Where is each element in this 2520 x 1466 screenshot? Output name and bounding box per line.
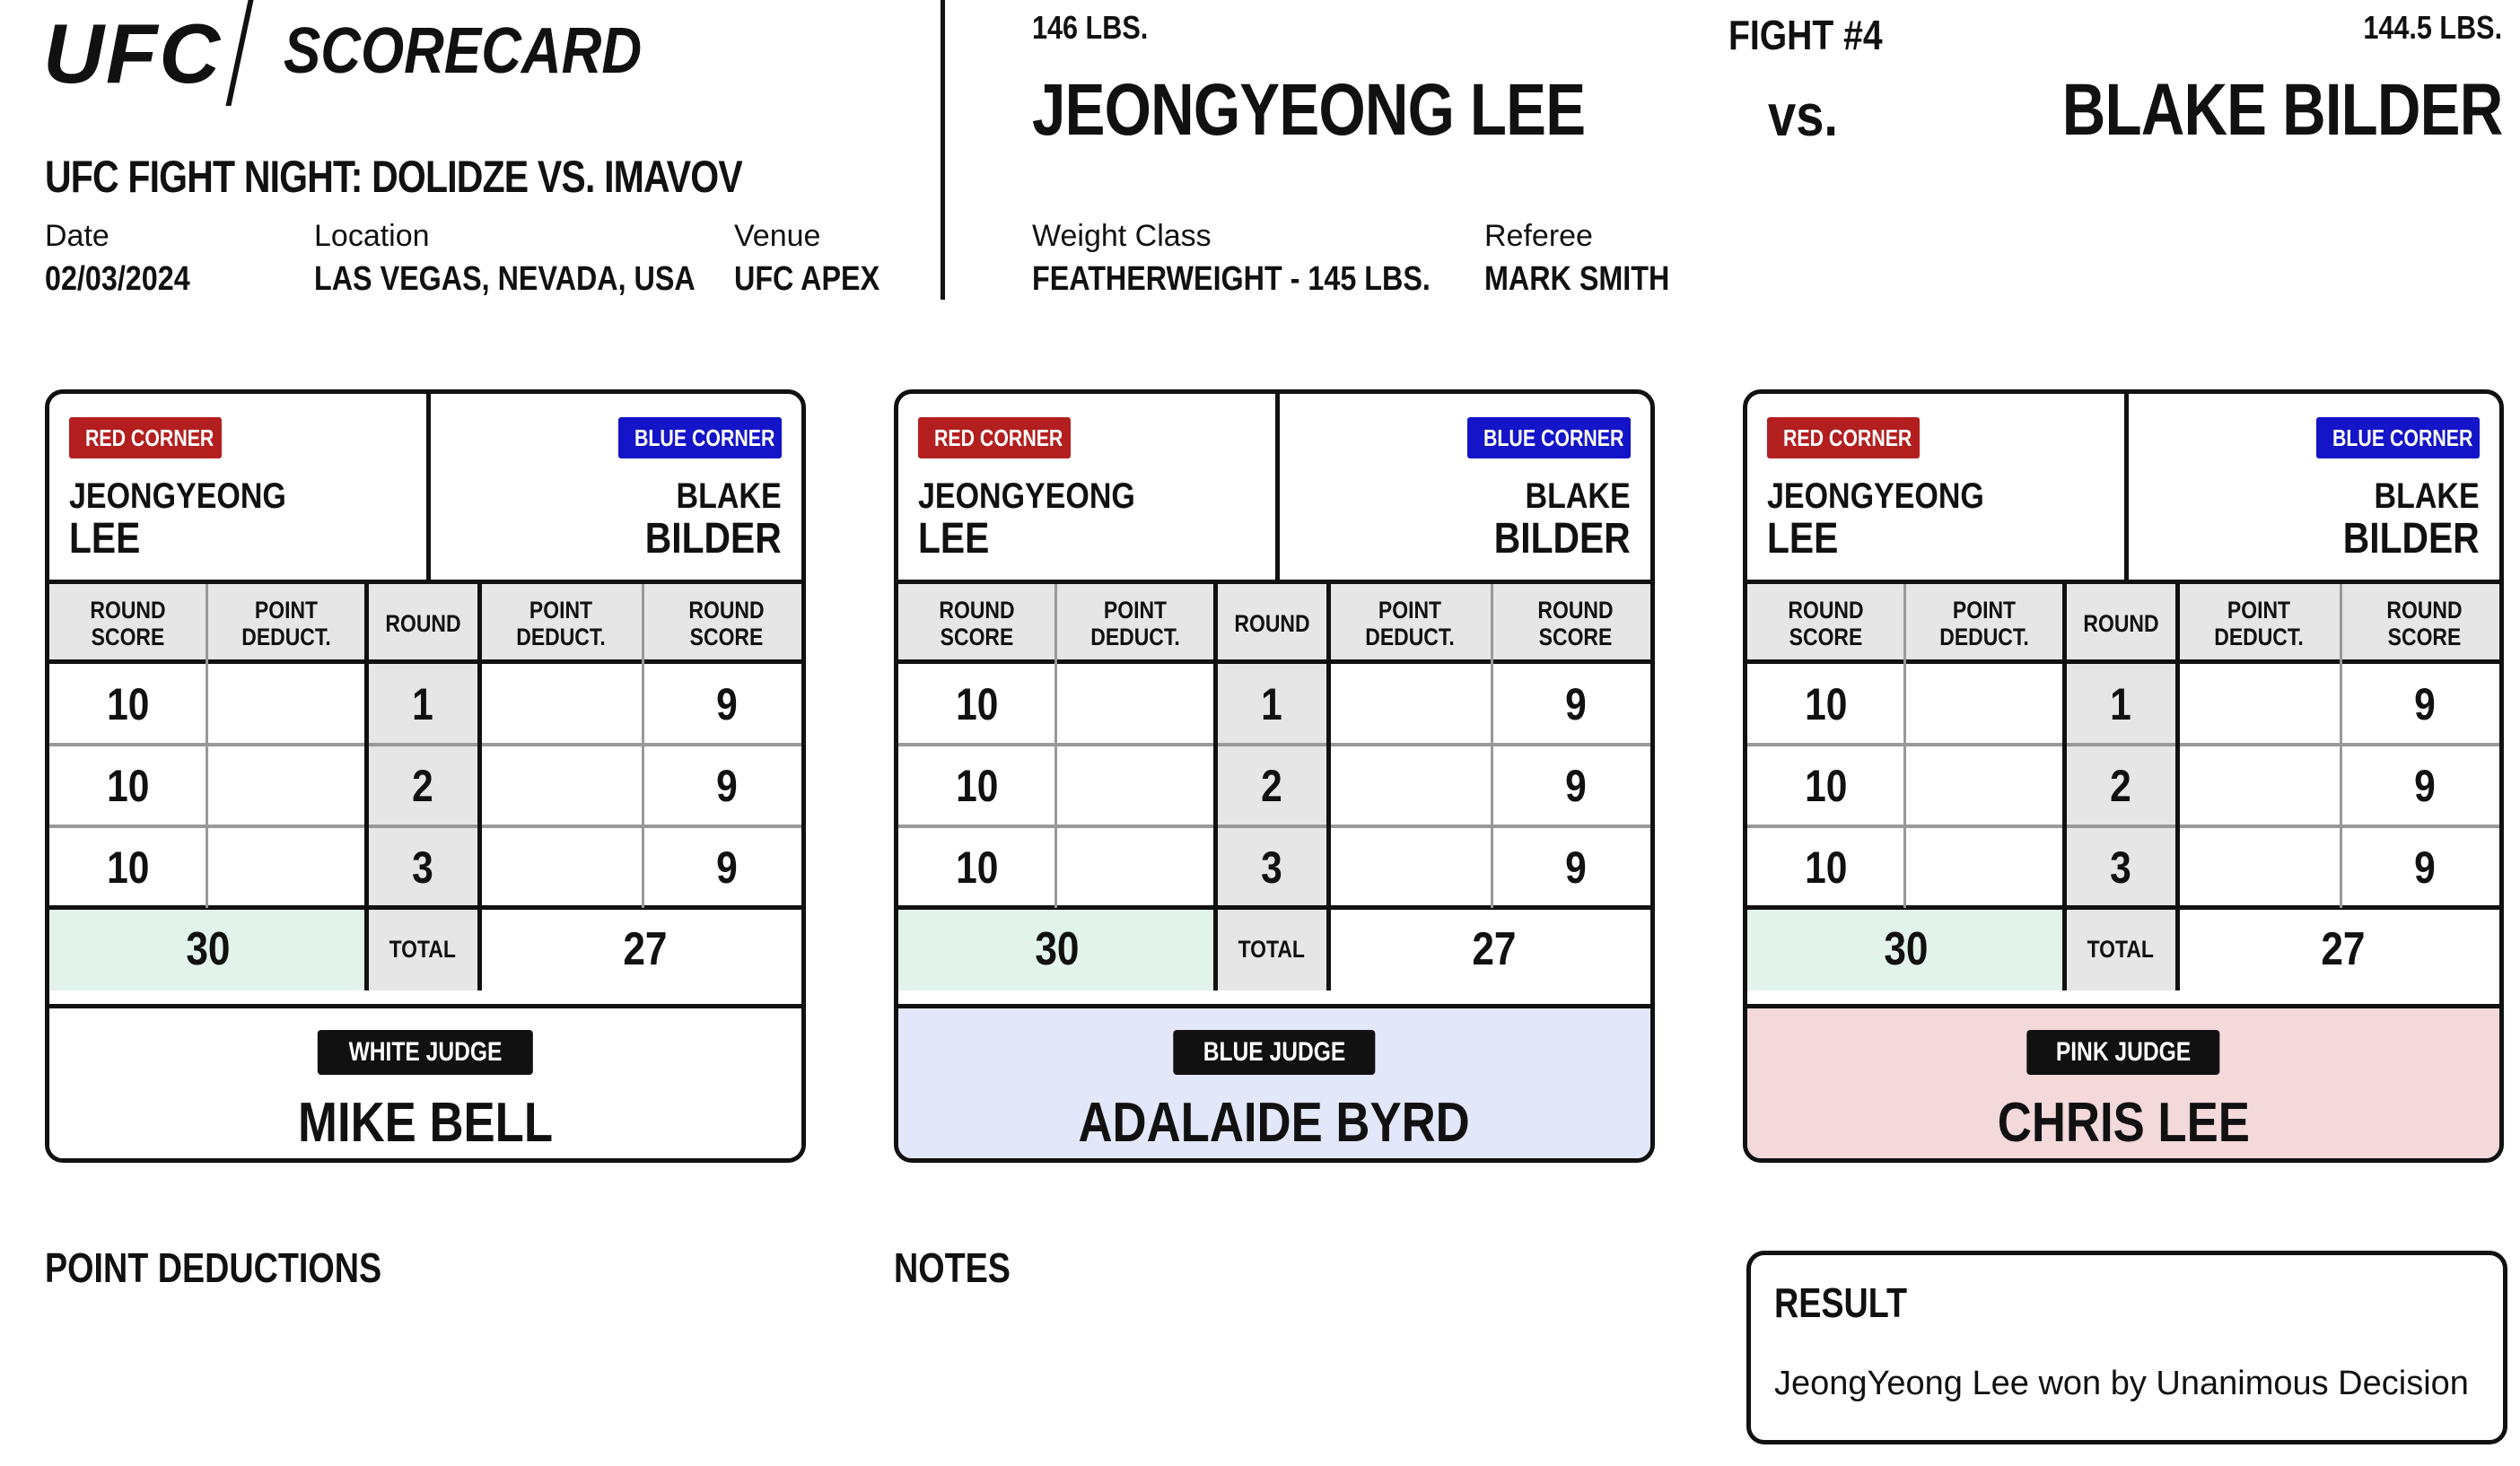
judge-tag: PINK JUDGE [2026, 1030, 2219, 1075]
blue-round-score: 9 [715, 678, 738, 729]
red-point-deduction [206, 745, 366, 826]
grid-line [1903, 584, 1906, 908]
grid-line [1326, 584, 1331, 990]
score-header-row [49, 584, 801, 663]
score-header-row [1747, 584, 2499, 663]
grid-line [2175, 584, 2180, 990]
result-title: RESULT [1774, 1279, 1908, 1326]
blue-round-score-header: ROUND SCORE [643, 584, 806, 663]
blue-first-name: BLAKE [2374, 476, 2480, 516]
round-row [898, 826, 1650, 908]
red-point-deduction [206, 826, 366, 908]
judge-footer [898, 1004, 1650, 1163]
grid-line [1747, 905, 2499, 910]
grid-line [898, 659, 1650, 664]
total-label: TOTAL [2064, 908, 2177, 990]
grid-line [477, 584, 482, 990]
red-point-deduct-header: POINT DEDUCT. [206, 584, 366, 663]
weight-class-label: Weight Class [1032, 219, 1212, 253]
round-number: 3 [1215, 826, 1328, 908]
fighter-names-header [898, 394, 1650, 584]
red-fighter-name: JEONGYEONG LEE [1032, 69, 1586, 151]
score-header-row [898, 584, 1650, 663]
venue-label: Venue [734, 219, 821, 253]
judge-scorecard [1743, 389, 2504, 1163]
round-row [1747, 663, 2499, 745]
blue-round-score: 9 [2413, 678, 2436, 729]
blue-fighter-name: BLAKE BILDER [2061, 69, 2502, 151]
grid-line [49, 743, 801, 746]
grid-line [898, 905, 1650, 910]
grid-line [898, 743, 1650, 746]
total-label: TOTAL [366, 908, 479, 990]
red-round-score: 10 [106, 842, 150, 893]
judge-tag: WHITE JUDGE [318, 1030, 533, 1075]
red-first-name: JEONGYEONG [918, 476, 1135, 516]
grid-line [2340, 584, 2342, 908]
red-point-deduction [1904, 826, 2064, 908]
round-number: 1 [2064, 663, 2177, 745]
venue-value: UFC APEX [734, 260, 880, 298]
blue-point-deduction [2177, 663, 2341, 745]
red-last-name: LEE [1767, 515, 1839, 563]
judge-scorecard [45, 389, 806, 1163]
judge-name: ADALAIDE BYRD [1078, 1092, 1471, 1154]
logo-divider [225, 0, 253, 106]
blue-point-deduction [479, 745, 643, 826]
grid-line [1747, 743, 2499, 746]
red-last-name: LEE [69, 515, 141, 563]
judge-footer [49, 1004, 801, 1163]
round-header: ROUND [2064, 584, 2177, 663]
round-row [49, 663, 801, 745]
red-first-name: JEONGYEONG [1767, 476, 1984, 516]
red-point-deduction [206, 663, 366, 745]
blue-point-deduction [1328, 826, 1492, 908]
red-corner-badge: RED CORNER [69, 417, 222, 458]
red-round-score-header: ROUND SCORE [49, 584, 206, 663]
round-number: 2 [2064, 745, 2177, 826]
red-fighter-card-name [1767, 475, 1984, 561]
blue-first-name: BLAKE [1525, 476, 1631, 516]
round-number: 1 [1215, 663, 1328, 745]
weight-class-value: FEATHERWEIGHT - 145 LBS. [1032, 260, 1431, 298]
blue-corner-badge: BLUE CORNER [1467, 417, 1631, 458]
blue-last-name: BILDER [1494, 515, 1631, 563]
blue-last-name: BILDER [2343, 515, 2480, 563]
round-row [49, 826, 801, 908]
versus-label: vs. [1768, 82, 1838, 148]
red-total: 30 [49, 908, 366, 990]
referee-value: MARK SMITH [1484, 260, 1670, 298]
red-round-score: 10 [1804, 678, 1848, 729]
judge-tag: BLUE JUDGE [1173, 1030, 1375, 1075]
red-point-deduction [1904, 663, 2064, 745]
judge-scorecard [894, 389, 1655, 1163]
red-first-name: JEONGYEONG [69, 476, 286, 516]
blue-fighter-weight: 144.5 LBS. [2363, 9, 2502, 46]
grid-line [49, 825, 801, 828]
round-row [898, 745, 1650, 826]
grid-line [49, 659, 801, 664]
red-corner-badge: RED CORNER [918, 417, 1071, 458]
round-number: 2 [1215, 745, 1328, 826]
blue-point-deduction [1328, 745, 1492, 826]
date-value: 02/03/2024 [45, 260, 190, 298]
red-round-score: 10 [106, 678, 150, 729]
blue-point-deduction [2177, 745, 2341, 826]
blue-point-deduct-header: POINT DEDUCT. [479, 584, 643, 663]
red-total: 30 [1747, 908, 2064, 990]
round-row [1747, 826, 2499, 908]
round-row [1747, 745, 2499, 826]
grid-line [1491, 584, 1493, 908]
round-header: ROUND [366, 584, 479, 663]
result-box [1746, 1251, 2507, 1444]
blue-round-score: 9 [1564, 760, 1587, 811]
round-number: 1 [366, 663, 479, 745]
red-fighter-weight: 146 LBS. [1032, 9, 1149, 46]
blue-round-score: 9 [1564, 842, 1587, 893]
blue-fighter-card-name [645, 475, 782, 561]
blue-corner-badge: BLUE CORNER [2316, 417, 2480, 458]
total-row [898, 908, 1650, 990]
red-point-deduction [1055, 826, 1215, 908]
blue-round-score: 9 [715, 760, 738, 811]
grid-line [1747, 825, 2499, 828]
blue-point-deduction [1328, 663, 1492, 745]
location-value: LAS VEGAS, NEVADA, USA [314, 260, 696, 298]
blue-round-score: 9 [2413, 842, 2436, 893]
red-point-deduction [1055, 663, 1215, 745]
blue-fighter-card-name [1494, 475, 1631, 561]
red-round-score-header: ROUND SCORE [1747, 584, 1904, 663]
event-title: UFC FIGHT NIGHT: DOLIDZE VS. IMAVOV [45, 152, 742, 202]
names-divider [1275, 394, 1280, 584]
blue-total: 27 [2320, 923, 2366, 975]
round-row [898, 663, 1650, 745]
red-round-score: 10 [106, 760, 150, 811]
blue-point-deduction [2177, 826, 2341, 908]
blue-round-score-header: ROUND SCORE [2341, 584, 2504, 663]
red-point-deduction [1055, 745, 1215, 826]
total-row [49, 908, 801, 990]
judge-footer [1747, 1004, 2499, 1163]
red-point-deduct-header: POINT DEDUCT. [1904, 584, 2064, 663]
blue-round-score-header: ROUND SCORE [1492, 584, 1655, 663]
result-text: JeongYeong Lee won by Unanimous Decision [1774, 1365, 2469, 1402]
names-divider [426, 394, 431, 584]
blue-first-name: BLAKE [676, 476, 782, 516]
red-round-score: 10 [1804, 842, 1848, 893]
notes-title: NOTES [894, 1244, 1011, 1291]
grid-line [364, 584, 369, 990]
fighter-names-header [49, 394, 801, 584]
total-label: TOTAL [1215, 908, 1328, 990]
blue-point-deduct-header: POINT DEDUCT. [1328, 584, 1492, 663]
round-row [49, 745, 801, 826]
round-number: 2 [366, 745, 479, 826]
grid-line [1213, 584, 1218, 990]
round-number: 3 [2064, 826, 2177, 908]
blue-total: 27 [622, 923, 668, 975]
blue-point-deduction [479, 663, 643, 745]
grid-line [2062, 584, 2067, 990]
fight-number: FIGHT #4 [1728, 12, 1883, 58]
ufc-logo: UFC [43, 6, 223, 100]
location-label: Location [314, 219, 430, 253]
date-label: Date [45, 219, 109, 253]
judge-name: CHRIS LEE [1997, 1092, 2250, 1154]
blue-round-score: 9 [1564, 678, 1587, 729]
fighter-names-header [1747, 394, 2499, 584]
total-row [1747, 908, 2499, 990]
round-number: 3 [366, 826, 479, 908]
red-round-score-header: ROUND SCORE [898, 584, 1055, 663]
red-round-score: 10 [955, 678, 999, 729]
red-fighter-card-name [918, 475, 1135, 561]
red-point-deduct-header: POINT DEDUCT. [1055, 584, 1215, 663]
scorecard-title: SCORECARD [284, 15, 643, 87]
grid-line [642, 584, 644, 908]
round-header: ROUND [1215, 584, 1328, 663]
blue-corner-badge: BLUE CORNER [618, 417, 782, 458]
red-total: 30 [898, 908, 1215, 990]
grid-line [1747, 659, 2499, 664]
red-round-score: 10 [955, 760, 999, 811]
blue-round-score: 9 [715, 842, 738, 893]
names-divider [2124, 394, 2129, 584]
red-round-score: 10 [1804, 760, 1848, 811]
referee-label: Referee [1484, 219, 1593, 253]
grid-line [898, 825, 1650, 828]
red-fighter-card-name [69, 475, 286, 561]
blue-round-score: 9 [2413, 760, 2436, 811]
blue-point-deduct-header: POINT DEDUCT. [2177, 584, 2341, 663]
blue-point-deduction [479, 826, 643, 908]
red-corner-badge: RED CORNER [1767, 417, 1920, 458]
grid-line [206, 584, 208, 908]
point-deductions-title: POINT DEDUCTIONS [45, 1244, 382, 1291]
blue-total: 27 [1471, 923, 1517, 975]
header-divider [941, 0, 945, 300]
blue-fighter-card-name [2343, 475, 2480, 561]
judge-name: MIKE BELL [297, 1092, 553, 1154]
red-last-name: LEE [918, 515, 990, 563]
grid-line [49, 905, 801, 910]
red-round-score: 10 [955, 842, 999, 893]
red-point-deduction [1904, 745, 2064, 826]
blue-last-name: BILDER [645, 515, 782, 563]
grid-line [1054, 584, 1057, 908]
